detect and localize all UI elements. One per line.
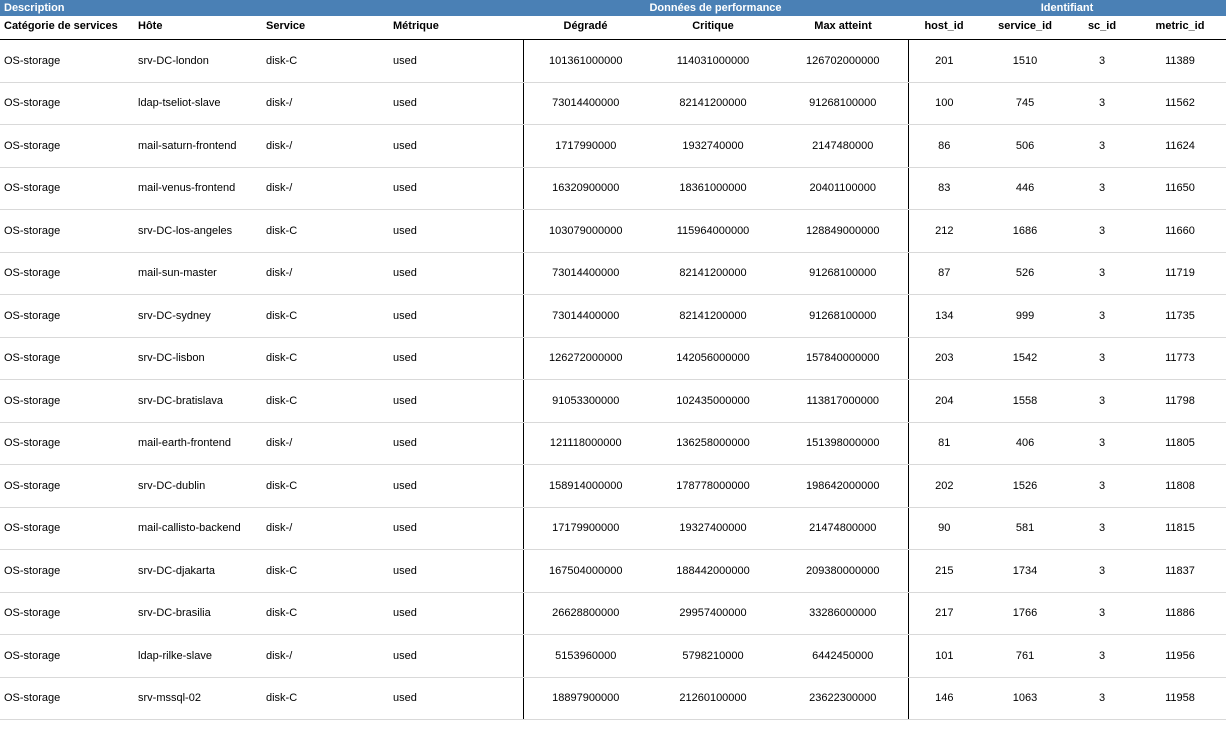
column-header-hote[interactable]: Hôte: [134, 16, 262, 39]
cell-host_id: 201: [908, 40, 980, 82]
cell-degrade: 73014400000: [523, 295, 648, 338]
cell-sc_id: 3: [1070, 337, 1134, 380]
cell-hote: mail-earth-frontend: [134, 422, 262, 465]
cell-service_id: 1510: [980, 40, 1070, 82]
cell-host_id: 101: [908, 635, 980, 678]
cell-critique: 102435000000: [648, 380, 778, 423]
column-header-service-id[interactable]: service_id: [980, 16, 1070, 39]
cell-degrade: 158914000000: [523, 465, 648, 508]
cell-hote: mail-sun-master: [134, 252, 262, 295]
column-header-row: [0, 16, 1226, 39]
table-head: [0, 0, 1226, 40]
cell-hote: srv-DC-brasilia: [134, 592, 262, 635]
cell-metrique: used: [389, 167, 523, 210]
column-header-max-atteint[interactable]: Max atteint: [778, 16, 908, 39]
cell-categorie: OS-storage: [0, 337, 134, 380]
cell-hote: srv-DC-lisbon: [134, 337, 262, 380]
cell-max_atteint: 128849000000: [778, 210, 908, 253]
cell-hote: srv-DC-dublin: [134, 465, 262, 508]
table-row[interactable]: [0, 295, 1226, 338]
column-header-metrique[interactable]: Métrique: [389, 16, 523, 39]
cell-critique: 142056000000: [648, 337, 778, 380]
column-header-metric-id[interactable]: metric_id: [1134, 16, 1226, 39]
table-row[interactable]: [0, 422, 1226, 465]
cell-degrade: 18897900000: [523, 677, 648, 720]
cell-hote: srv-mssql-02: [134, 677, 262, 720]
cell-metric_id: 11837: [1134, 550, 1226, 593]
table-row[interactable]: [0, 465, 1226, 508]
cell-categorie: OS-storage: [0, 40, 134, 82]
cell-service: disk-C: [262, 337, 389, 380]
cell-metric_id: 11719: [1134, 252, 1226, 295]
cell-metrique: used: [389, 422, 523, 465]
cell-host_id: 134: [908, 295, 980, 338]
cell-categorie: OS-storage: [0, 295, 134, 338]
cell-max_atteint: 91268100000: [778, 252, 908, 295]
cell-metrique: used: [389, 635, 523, 678]
cell-sc_id: 3: [1070, 507, 1134, 550]
cell-max_atteint: 2147480000: [778, 125, 908, 168]
column-header-critique[interactable]: Critique: [648, 16, 778, 39]
cell-service_id: 1734: [980, 550, 1070, 593]
cell-categorie: OS-storage: [0, 380, 134, 423]
cell-metric_id: 11815: [1134, 507, 1226, 550]
cell-metric_id: 11389: [1134, 40, 1226, 82]
cell-metrique: used: [389, 592, 523, 635]
cell-metric_id: 11773: [1134, 337, 1226, 380]
cell-service_id: 1542: [980, 337, 1070, 380]
cell-service: disk-C: [262, 592, 389, 635]
cell-max_atteint: 151398000000: [778, 422, 908, 465]
column-header-categorie[interactable]: Catégorie de services: [0, 16, 134, 39]
cell-host_id: 83: [908, 167, 980, 210]
cell-degrade: 121118000000: [523, 422, 648, 465]
cell-metrique: used: [389, 295, 523, 338]
cell-degrade: 5153960000: [523, 635, 648, 678]
cell-host_id: 203: [908, 337, 980, 380]
cell-service: disk-/: [262, 507, 389, 550]
cell-hote: srv-DC-sydney: [134, 295, 262, 338]
cell-service: disk-C: [262, 40, 389, 82]
cell-hote: srv-DC-london: [134, 40, 262, 82]
cell-categorie: OS-storage: [0, 507, 134, 550]
cell-hote: mail-saturn-frontend: [134, 125, 262, 168]
cell-categorie: OS-storage: [0, 677, 134, 720]
cell-max_atteint: 23622300000: [778, 677, 908, 720]
cell-sc_id: 3: [1070, 295, 1134, 338]
cell-metrique: used: [389, 82, 523, 125]
cell-critique: 1932740000: [648, 125, 778, 168]
cell-metric_id: 11660: [1134, 210, 1226, 253]
group-header-identifier-label: Identifiant: [908, 0, 1226, 16]
cell-host_id: 90: [908, 507, 980, 550]
cell-host_id: 217: [908, 592, 980, 635]
cell-sc_id: 3: [1070, 125, 1134, 168]
cell-metric_id: 11650: [1134, 167, 1226, 210]
cell-service_id: 581: [980, 507, 1070, 550]
cell-categorie: OS-storage: [0, 422, 134, 465]
cell-max_atteint: 91268100000: [778, 82, 908, 125]
cell-service_id: 745: [980, 82, 1070, 125]
column-header-sc-id[interactable]: sc_id: [1070, 16, 1134, 39]
table-row[interactable]: [0, 677, 1226, 720]
cell-metrique: used: [389, 252, 523, 295]
table-row[interactable]: [0, 380, 1226, 423]
cell-hote: srv-DC-djakarta: [134, 550, 262, 593]
table-row[interactable]: [0, 125, 1226, 168]
cell-critique: 136258000000: [648, 422, 778, 465]
cell-max_atteint: 21474800000: [778, 507, 908, 550]
group-header-row: [0, 0, 1226, 16]
cell-categorie: OS-storage: [0, 82, 134, 125]
cell-metric_id: 11808: [1134, 465, 1226, 508]
cell-host_id: 81: [908, 422, 980, 465]
cell-metrique: used: [389, 465, 523, 508]
cell-degrade: 73014400000: [523, 252, 648, 295]
cell-categorie: OS-storage: [0, 167, 134, 210]
cell-service_id: 406: [980, 422, 1070, 465]
cell-hote: mail-venus-frontend: [134, 167, 262, 210]
table-row[interactable]: [0, 337, 1226, 380]
cell-sc_id: 3: [1070, 592, 1134, 635]
cell-service_id: 506: [980, 125, 1070, 168]
cell-metric_id: 11956: [1134, 635, 1226, 678]
table-row[interactable]: [0, 550, 1226, 593]
cell-sc_id: 3: [1070, 550, 1134, 593]
cell-service_id: 1766: [980, 592, 1070, 635]
cell-metrique: used: [389, 210, 523, 253]
table-row[interactable]: [0, 82, 1226, 125]
cell-sc_id: 3: [1070, 82, 1134, 125]
cell-categorie: OS-storage: [0, 252, 134, 295]
cell-max_atteint: 198642000000: [778, 465, 908, 508]
group-header-performance-label: Données de performance: [523, 0, 908, 16]
cell-service_id: 999: [980, 295, 1070, 338]
column-header-service[interactable]: Service: [262, 16, 389, 39]
cell-sc_id: 3: [1070, 422, 1134, 465]
cell-metrique: used: [389, 380, 523, 423]
cell-categorie: OS-storage: [0, 210, 134, 253]
cell-critique: 5798210000: [648, 635, 778, 678]
cell-sc_id: 3: [1070, 465, 1134, 508]
table-row[interactable]: [0, 507, 1226, 550]
table-row[interactable]: [0, 635, 1226, 678]
cell-critique: 178778000000: [648, 465, 778, 508]
cell-degrade: 91053300000: [523, 380, 648, 423]
cell-degrade: 126272000000: [523, 337, 648, 380]
cell-max_atteint: 20401100000: [778, 167, 908, 210]
table-row[interactable]: [0, 210, 1226, 253]
cell-sc_id: 3: [1070, 380, 1134, 423]
cell-service: disk-/: [262, 635, 389, 678]
cell-sc_id: 3: [1070, 40, 1134, 82]
cell-service_id: 1558: [980, 380, 1070, 423]
cell-critique: 29957400000: [648, 592, 778, 635]
cell-degrade: 17179900000: [523, 507, 648, 550]
cell-service_id: 761: [980, 635, 1070, 678]
cell-service: disk-C: [262, 210, 389, 253]
cell-max_atteint: 33286000000: [778, 592, 908, 635]
cell-critique: 19327400000: [648, 507, 778, 550]
cell-host_id: 202: [908, 465, 980, 508]
table-row[interactable]: [0, 252, 1226, 295]
cell-max_atteint: 157840000000: [778, 337, 908, 380]
cell-max_atteint: 113817000000: [778, 380, 908, 423]
cell-host_id: 87: [908, 252, 980, 295]
cell-hote: mail-callisto-backend: [134, 507, 262, 550]
column-header-degrade[interactable]: Dégradé: [523, 16, 648, 39]
cell-metrique: used: [389, 125, 523, 168]
cell-critique: 21260100000: [648, 677, 778, 720]
cell-host_id: 86: [908, 125, 980, 168]
cell-service: disk-/: [262, 82, 389, 125]
cell-sc_id: 3: [1070, 210, 1134, 253]
table-row[interactable]: [0, 167, 1226, 210]
cell-service: disk-/: [262, 252, 389, 295]
cell-metrique: used: [389, 677, 523, 720]
cell-max_atteint: 126702000000: [778, 40, 908, 82]
cell-sc_id: 3: [1070, 252, 1134, 295]
table-body: [0, 40, 1226, 720]
cell-service: disk-C: [262, 465, 389, 508]
cell-hote: ldap-tseliot-slave: [134, 82, 262, 125]
cell-service: disk-C: [262, 295, 389, 338]
cell-critique: 115964000000: [648, 210, 778, 253]
cell-max_atteint: 6442450000: [778, 635, 908, 678]
cell-sc_id: 3: [1070, 635, 1134, 678]
cell-degrade: 73014400000: [523, 82, 648, 125]
cell-host_id: 146: [908, 677, 980, 720]
cell-hote: ldap-rilke-slave: [134, 635, 262, 678]
cell-categorie: OS-storage: [0, 592, 134, 635]
cell-critique: 82141200000: [648, 295, 778, 338]
cell-degrade: 1717990000: [523, 125, 648, 168]
cell-max_atteint: 209380000000: [778, 550, 908, 593]
cell-metric_id: 11886: [1134, 592, 1226, 635]
cell-host_id: 215: [908, 550, 980, 593]
cell-metrique: used: [389, 507, 523, 550]
cell-metric_id: 11562: [1134, 82, 1226, 125]
cell-sc_id: 3: [1070, 167, 1134, 210]
cell-service: disk-C: [262, 677, 389, 720]
cell-categorie: OS-storage: [0, 125, 134, 168]
cell-host_id: 100: [908, 82, 980, 125]
cell-service: disk-/: [262, 167, 389, 210]
cell-service_id: 446: [980, 167, 1070, 210]
cell-degrade: 26628800000: [523, 592, 648, 635]
cell-hote: srv-DC-los-angeles: [134, 210, 262, 253]
cell-metrique: used: [389, 337, 523, 380]
cell-host_id: 212: [908, 210, 980, 253]
group-header-description: [0, 0, 523, 16]
cell-degrade: 16320900000: [523, 167, 648, 210]
cell-service_id: 526: [980, 252, 1070, 295]
cell-host_id: 204: [908, 380, 980, 423]
group-header-description-label: Description: [0, 0, 523, 16]
cell-service_id: 1686: [980, 210, 1070, 253]
cell-service: disk-C: [262, 380, 389, 423]
column-header-host-id[interactable]: host_id: [908, 16, 980, 39]
cell-categorie: OS-storage: [0, 550, 134, 593]
cell-degrade: 167504000000: [523, 550, 648, 593]
cell-critique: 82141200000: [648, 82, 778, 125]
cell-service_id: 1526: [980, 465, 1070, 508]
cell-service_id: 1063: [980, 677, 1070, 720]
cell-metric_id: 11624: [1134, 125, 1226, 168]
cell-critique: 18361000000: [648, 167, 778, 210]
cell-critique: 188442000000: [648, 550, 778, 593]
group-header-performance: [523, 0, 908, 16]
table-row[interactable]: [0, 40, 1226, 82]
cell-service: disk-/: [262, 422, 389, 465]
cell-metric_id: 11798: [1134, 380, 1226, 423]
cell-max_atteint: 91268100000: [778, 295, 908, 338]
cell-metrique: used: [389, 40, 523, 82]
cell-critique: 82141200000: [648, 252, 778, 295]
cell-metric_id: 11805: [1134, 422, 1226, 465]
table-row[interactable]: [0, 592, 1226, 635]
cell-sc_id: 3: [1070, 677, 1134, 720]
cell-service: disk-C: [262, 550, 389, 593]
cell-degrade: 101361000000: [523, 40, 648, 82]
cell-metric_id: 11735: [1134, 295, 1226, 338]
cell-categorie: OS-storage: [0, 635, 134, 678]
cell-metric_id: 11958: [1134, 677, 1226, 720]
cell-hote: srv-DC-bratislava: [134, 380, 262, 423]
cell-degrade: 103079000000: [523, 210, 648, 253]
cell-categorie: OS-storage: [0, 465, 134, 508]
cell-metrique: used: [389, 550, 523, 593]
group-header-identifier: [908, 0, 1226, 16]
cell-critique: 114031000000: [648, 40, 778, 82]
cell-service: disk-/: [262, 125, 389, 168]
